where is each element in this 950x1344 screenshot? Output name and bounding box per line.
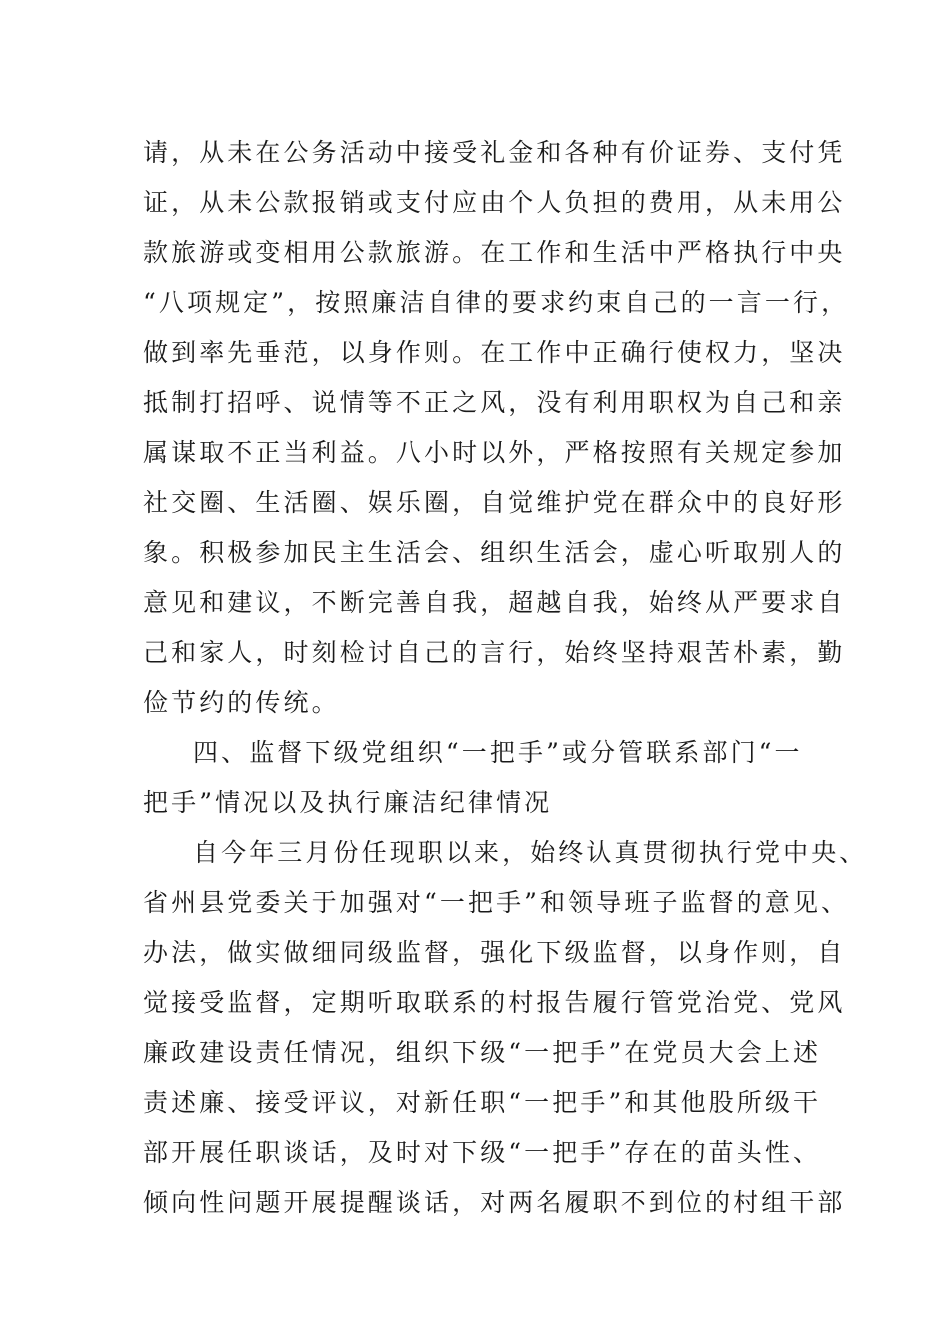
body-text-line: 抵制打招呼、说情等不正之风，没有利用职权为自己和亲 [143, 388, 846, 417]
body-text-line: 觉接受监督，定期听取联系的村报告履行管党治党、党风 [143, 988, 846, 1017]
body-text-line: 社交圈、生活圈、娱乐圈，自觉维护党在群众中的良好形 [143, 488, 846, 517]
section-heading-line: 四、监督下级党组织“一把手”或分管联系部门“一 [193, 738, 803, 767]
body-text-line: 请，从未在公务活动中接受礼金和各种有价证券、支付凭 [143, 138, 846, 167]
body-text-line: 廉政建设责任情况，组织下级“一把手”在党员大会上述 [143, 1038, 822, 1067]
body-text-line: “八项规定”，按照廉洁自律的要求约束自己的一言一行， [143, 288, 850, 317]
body-text-line: 象。积极参加民主生活会、组织生活会，虚心听取别人的 [143, 538, 846, 567]
body-text-line: 俭节约的传统。 [143, 688, 340, 717]
body-text-line: 款旅游或变相用公款旅游。在工作和生活中严格执行中央 [143, 238, 846, 267]
body-text-line: 意见和建议，不断完善自我，超越自我，始终从严要求自 [143, 588, 846, 617]
body-text-line: 自今年三月份任现职以来，始终认真贯彻执行党中央、 [193, 838, 868, 867]
body-text-line: 责述廉、接受评议，对新任职“一把手”和其他股所级干 [143, 1088, 822, 1117]
section-heading-line: 把手”情况以及执行廉洁纪律情况 [143, 788, 553, 817]
body-text-line: 办法，做实做细同级监督，强化下级监督，以身作则，自 [143, 938, 846, 967]
body-text-line: 倾向性问题开展提醒谈话，对两名履职不到位的村组干部 [143, 1188, 846, 1217]
body-text-line: 证，从未公款报销或支付应由个人负担的费用，从未用公 [143, 188, 846, 217]
body-text-line: 做到率先垂范，以身作则。在工作中正确行使权力，坚决 [143, 338, 846, 367]
body-text-line: 己和家人，时刻检讨自己的言行，始终坚持艰苦朴素，勤 [143, 638, 846, 667]
body-text-line: 部开展任职谈话，及时对下级“一把手”存在的苗头性、 [143, 1138, 822, 1167]
body-text-line: 省州县党委关于加强对“一把手”和领导班子监督的意见、 [143, 888, 850, 917]
body-text-line: 属谋取不正当利益。八小时以外，严格按照有关规定参加 [143, 438, 846, 467]
